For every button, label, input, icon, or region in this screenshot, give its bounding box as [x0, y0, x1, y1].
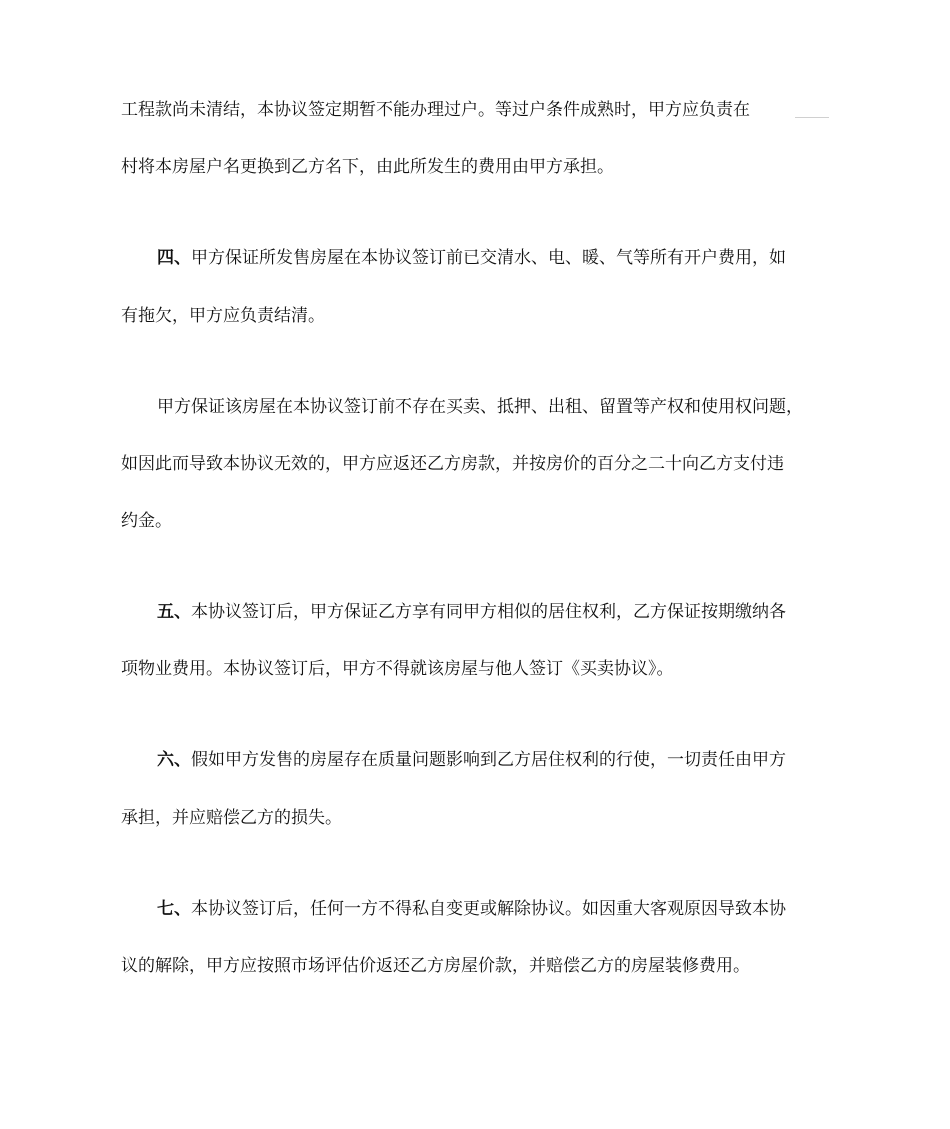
clause-4-text: 甲方保证所发售房屋在本协议签订前已交清水、电、暖、气等所有开户费用，如 — [191, 248, 786, 268]
clause-7-number: 七、 — [157, 899, 191, 919]
clause-4b-line-2: 如因此而导致本协议无效的，甲方应返还乙方房款，并按房价的百分之二十向乙方支付违 — [121, 454, 784, 474]
clause-6-text: 假如甲方发售的房屋存在质量问题影响到乙方居住权利的行使，一切责任由甲方 — [191, 750, 786, 770]
clause-5-line-1 — [157, 600, 833, 624]
clause-7-text: 本协议签订后，任何一方不得私自变更或解除协议。如因重大客观原因导致本协 — [191, 899, 786, 919]
clause-4-line-1 — [157, 246, 833, 270]
clause-7-line-2: 议的解除，甲方应按照市场评估价返还乙方房屋价款，并赔偿乙方的房屋装修费用。 — [121, 956, 750, 976]
clause-6-line-1 — [157, 748, 833, 772]
clause-4b-line-1: 甲方保证该房屋在本协议签订前不存在买卖、抵押、出租、留置等产权和使用权问题， — [157, 397, 803, 417]
clause-5-text: 本协议签订后，甲方保证乙方享有同甲方相似的居住权利，乙方保证按期缴纳各 — [191, 602, 786, 622]
clause-7-line-1 — [157, 897, 833, 921]
clause-4b-line-3: 约金。 — [121, 511, 172, 531]
paragraph-1-line-2: 村将本房屋户名更换到乙方名下，由此所发生的费用由甲方承担。 — [121, 157, 614, 177]
clause-6-line-2: 承担，并应赔偿乙方的损失。 — [121, 808, 342, 828]
clause-4-number: 四、 — [157, 248, 191, 268]
clause-4-line-2: 有拖欠，甲方应负责结清。 — [121, 306, 325, 326]
fill-in-blank-underline — [795, 117, 829, 118]
clause-5-line-2: 项物业费用。本协议签订后，甲方不得就该房屋与他人签订《买卖协议》。 — [121, 659, 674, 679]
paragraph-1-line-1: 工程款尚未清结，本协议签定期暂不能办理过户。等过户条件成熟时，甲方应负责在 — [121, 100, 750, 120]
clause-5-number: 五、 — [157, 602, 191, 622]
clause-6-number: 六、 — [157, 750, 191, 770]
